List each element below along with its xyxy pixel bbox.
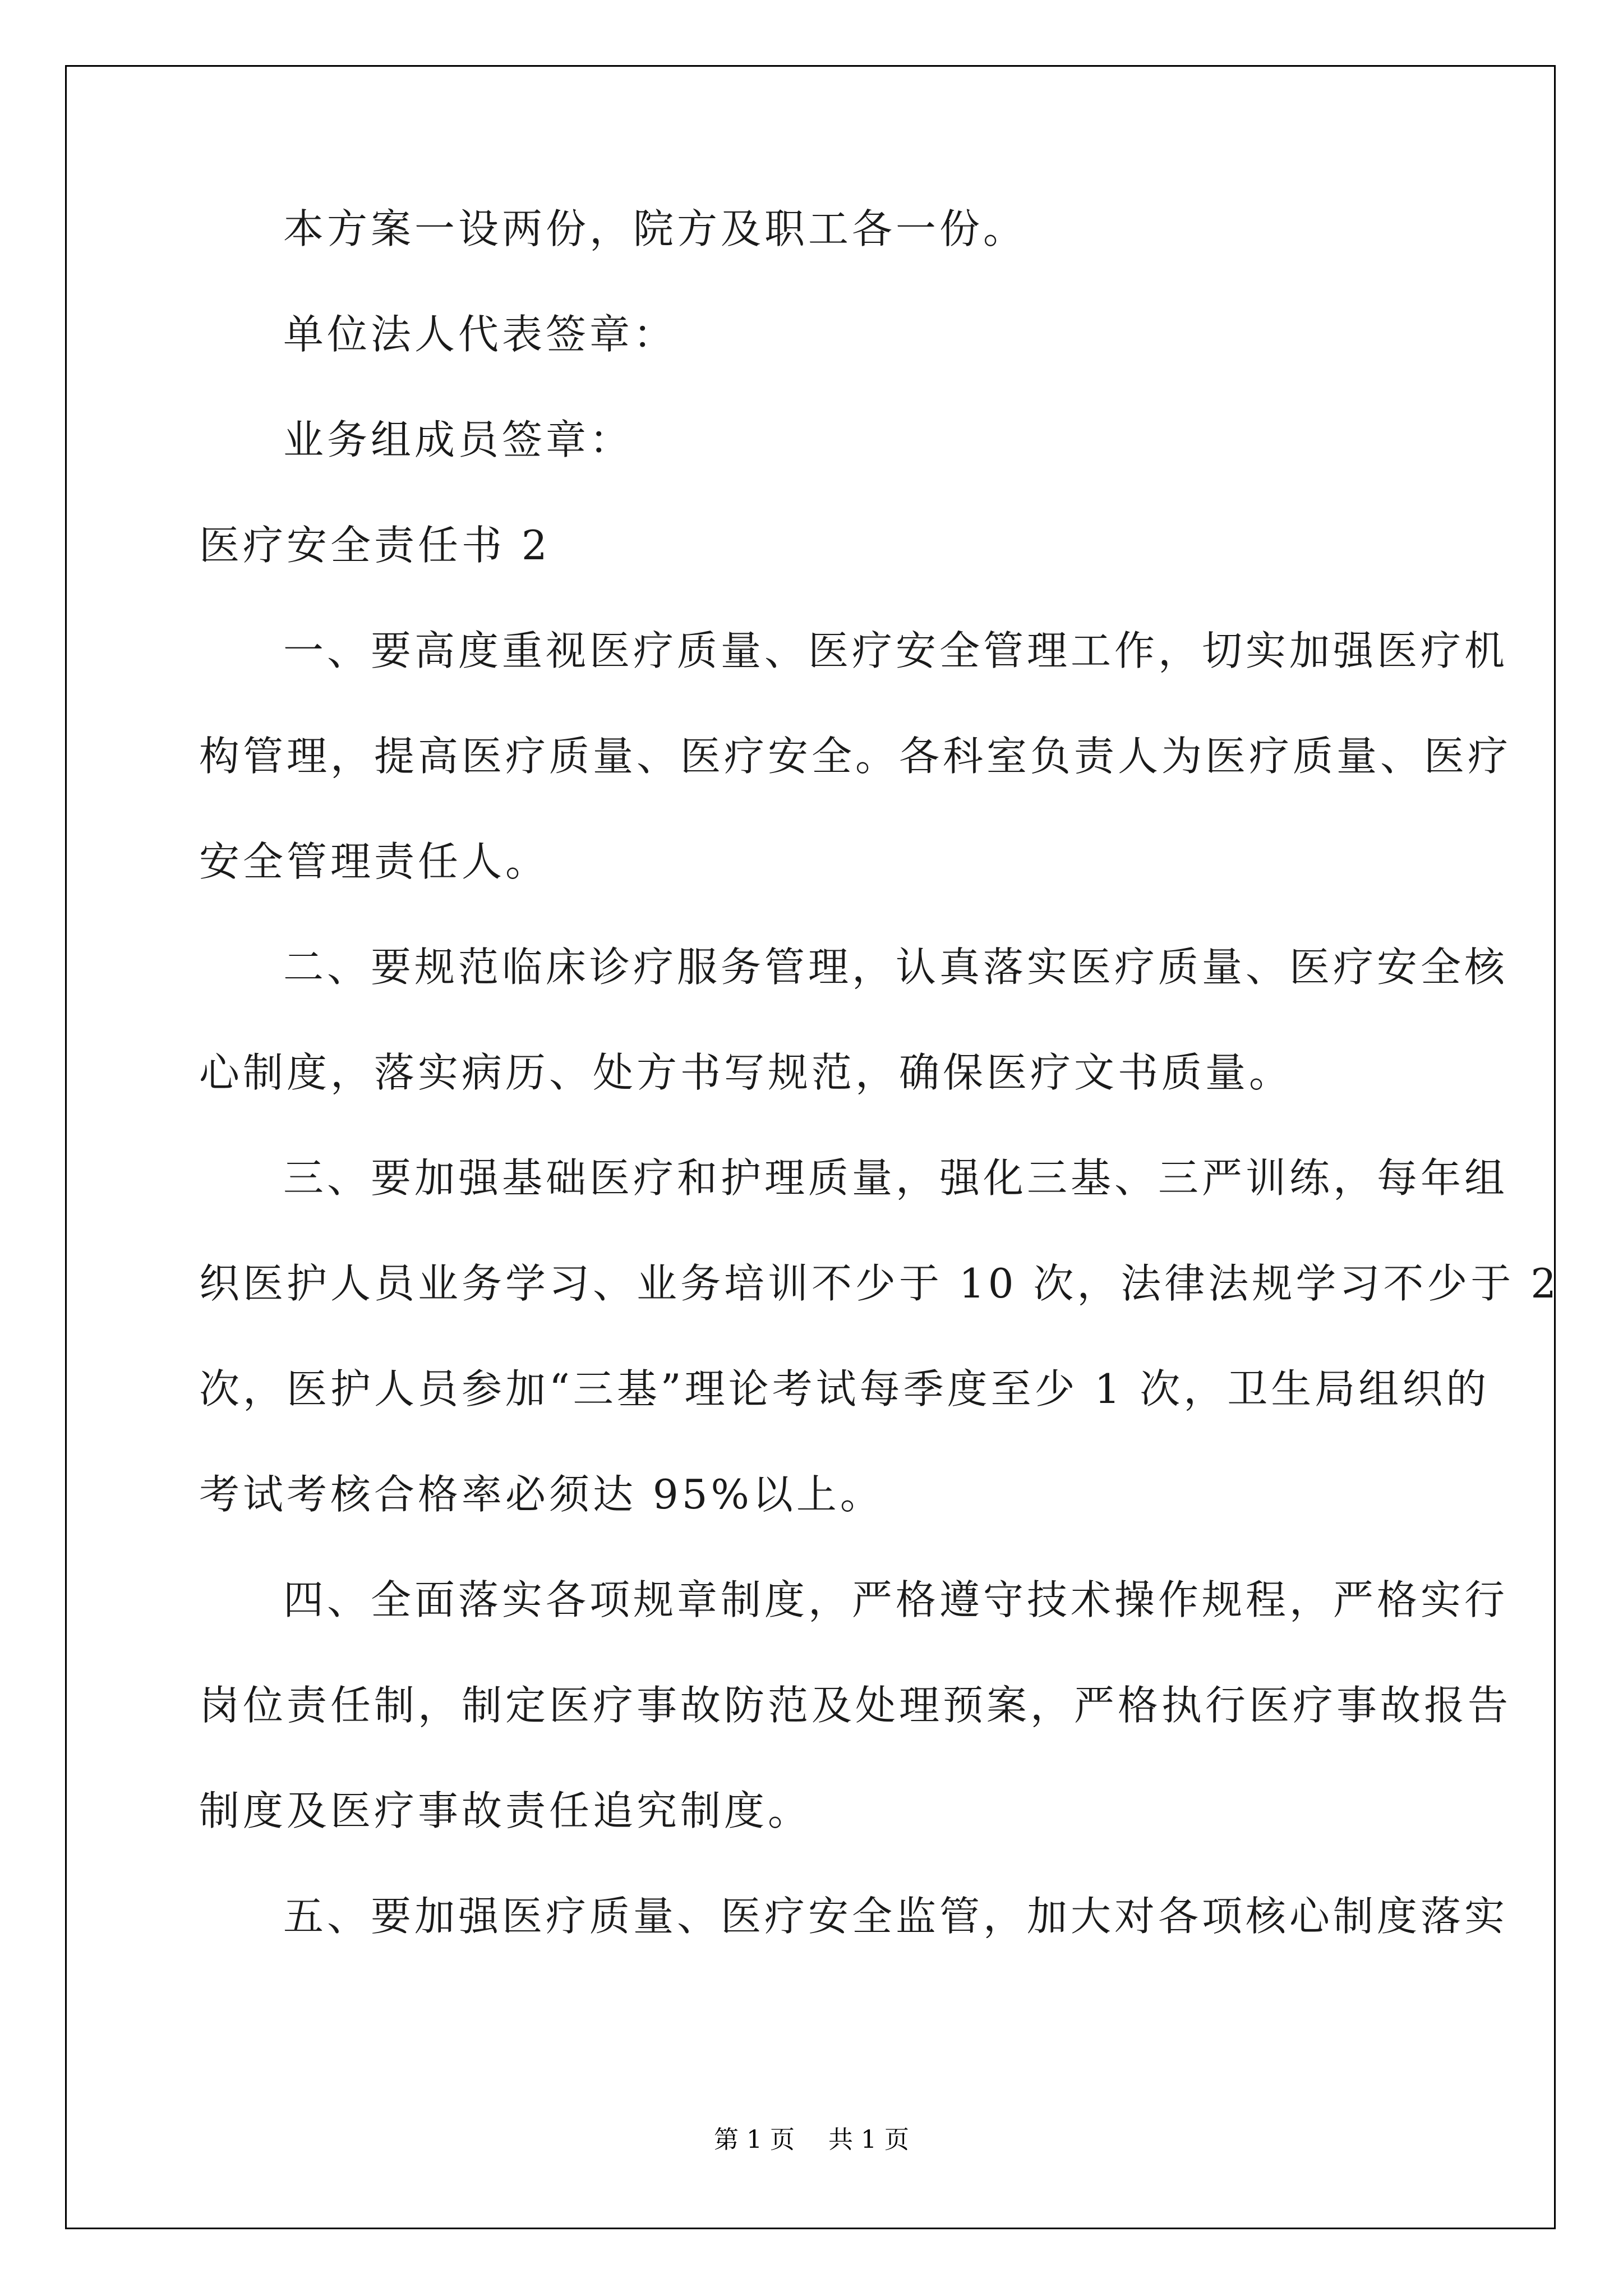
page-footer: [0, 2119, 1623, 2155]
page-number: 第 1 页: [714, 2125, 795, 2154]
paragraph-line: 制度及医疗事故责任追究制度。: [199, 1787, 812, 1834]
paragraph-line: 一、要高度重视医疗质量、医疗安全管理工作，切实加强医疗机: [283, 627, 1509, 674]
paragraph-line: 四、全面落实各项规章制度，严格遵守技术操作规程，严格实行: [283, 1576, 1509, 1623]
paragraph-line: 考试考核合格率必须达 95%以上。: [199, 1471, 884, 1518]
section-title: 医疗安全责任书 2: [199, 522, 551, 569]
signature-line-legal-rep: 单位法人代表签章：: [283, 311, 677, 358]
paragraph-line: 三、要加强基础医疗和护理质量，强化三基、三严训练，每年组: [283, 1154, 1509, 1202]
paragraph-line: 安全管理责任人。: [199, 838, 550, 885]
paragraph-line: 本方案一设两份，院方及职工各一份。: [283, 205, 1027, 252]
signature-line-team: 业务组成员签章：: [283, 416, 634, 463]
paragraph-line: 构管理，提高医疗质量、医疗安全。各科室负责人为医疗质量、医疗: [199, 733, 1512, 780]
paragraph-line: 心制度，落实病历、处方书写规范，确保医疗文书质量。: [199, 1049, 1293, 1096]
paragraph-line: 织医护人员业务学习、业务培训不少于 10 次，法律法规学习不少于 2: [199, 1260, 1560, 1307]
page-total: 共 1 页: [828, 2125, 909, 2154]
paragraph-line: 二、要规范临床诊疗服务管理，认真落实医疗质量、医疗安全核: [283, 944, 1509, 991]
paragraph-line: 次，医护人员参加“三基”理论考试每季度至少 1 次，卫生局组织的: [199, 1365, 1490, 1412]
paragraph-line: 岗位责任制，制定医疗事故防范及处理预案，严格执行医疗事故报告: [199, 1682, 1512, 1729]
paragraph-line: 五、要加强医疗质量、医疗安全监管，加大对各项核心制度落实: [283, 1893, 1509, 1940]
